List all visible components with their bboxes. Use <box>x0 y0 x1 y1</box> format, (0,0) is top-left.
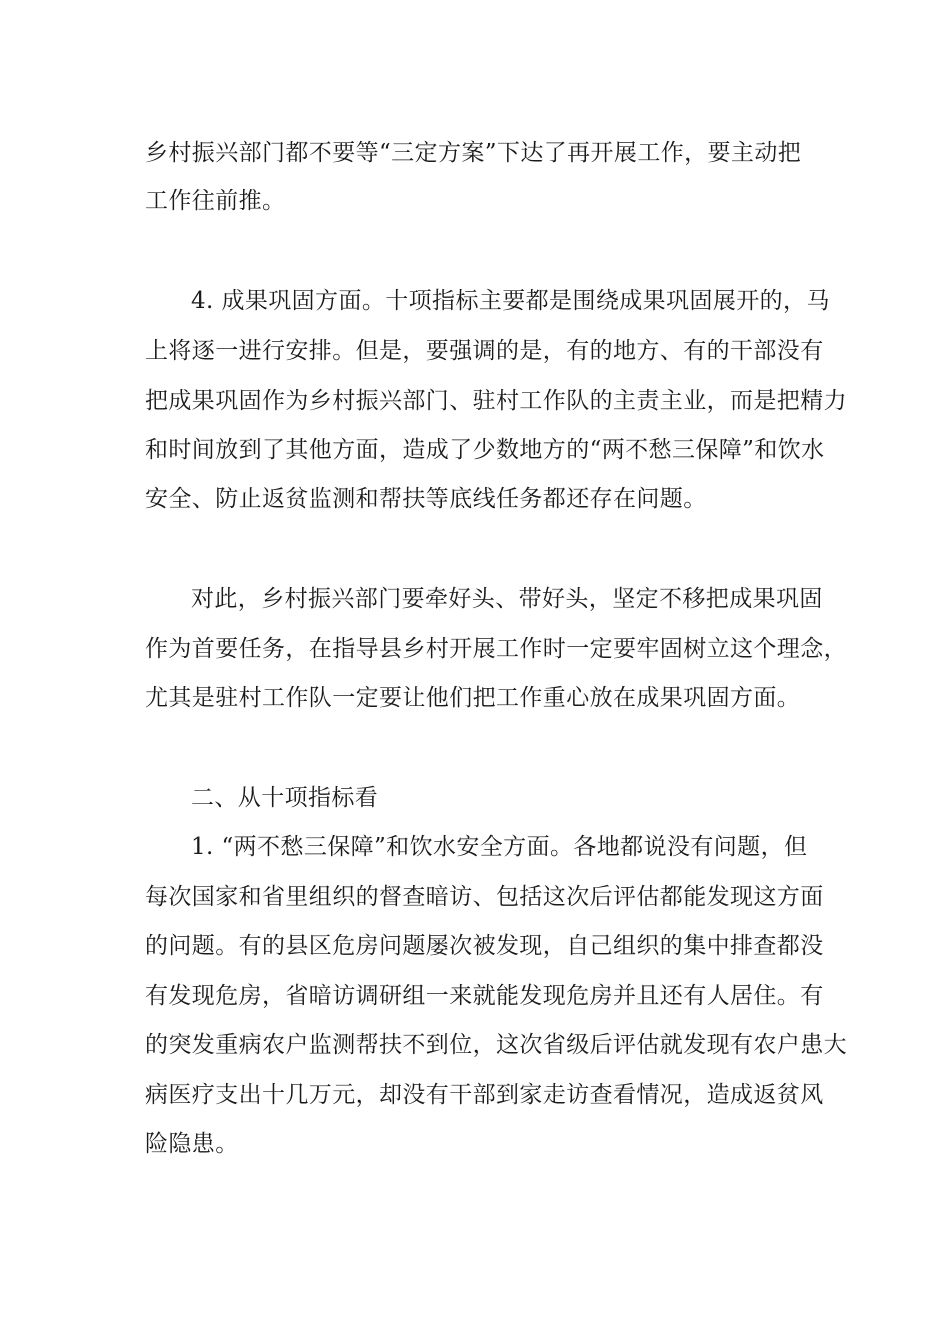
text-line-4: 上将逐一进行安排。但是，要强调的是，有的地方、有的干部没有 <box>145 338 824 364</box>
text-line-5: 把成果巩固作为乡村振兴部门、驻村工作队的主责主业，而是把精力 <box>145 388 847 414</box>
text-line-16: 的突发重病农户监测帮扶不到位，这次省级后评估就发现有农户患大 <box>145 1032 847 1058</box>
section-heading: 二、从十项指标看 <box>191 785 379 811</box>
text-line-14: 的问题。有的县区危房问题屡次被发现，自己组织的集中排查都没 <box>145 933 824 959</box>
text-line-12: 1. “两不愁三保障”和饮水安全方面。各地都说没有问题，但 <box>191 834 808 860</box>
text-line-13: 每次国家和省里组织的督查暗访、包括这次后评估都能发现这方面 <box>145 884 824 910</box>
text-line-7: 安全、防止返贫监测和帮扶等底线任务都还存在问题。 <box>145 486 707 512</box>
text-line-6: 和时间放到了其他方面，造成了少数地方的“两不愁三保障”和饮水 <box>145 437 825 463</box>
text-line-15: 有发现危房，省暗访调研组一来就能发现危房并且还有人居住。有 <box>145 983 824 1009</box>
text-line-3: 4. 成果巩固方面。十项指标主要都是围绕成果巩固展开的，马 <box>191 288 830 314</box>
text-line-9: 作为首要任务，在指导县乡村开展工作时一定要牢固树立这个理念， <box>145 636 847 662</box>
text-line-10: 尤其是驻村工作队一定要让他们把工作重心放在成果巩固方面。 <box>145 685 801 711</box>
text-line-8: 对此，乡村振兴部门要牵好头、带好头，坚定不移把成果巩固 <box>191 586 823 612</box>
text-line-1: 乡村振兴部门都不要等“三定方案”下达了再开展工作，要主动把 <box>145 140 802 166</box>
text-line-2: 工作往前推。 <box>145 188 286 214</box>
text-line-18: 险隐患。 <box>145 1131 239 1157</box>
text-line-17: 病医疗支出十几万元，却没有干部到家走访查看情况，造成返贫风 <box>145 1082 824 1108</box>
